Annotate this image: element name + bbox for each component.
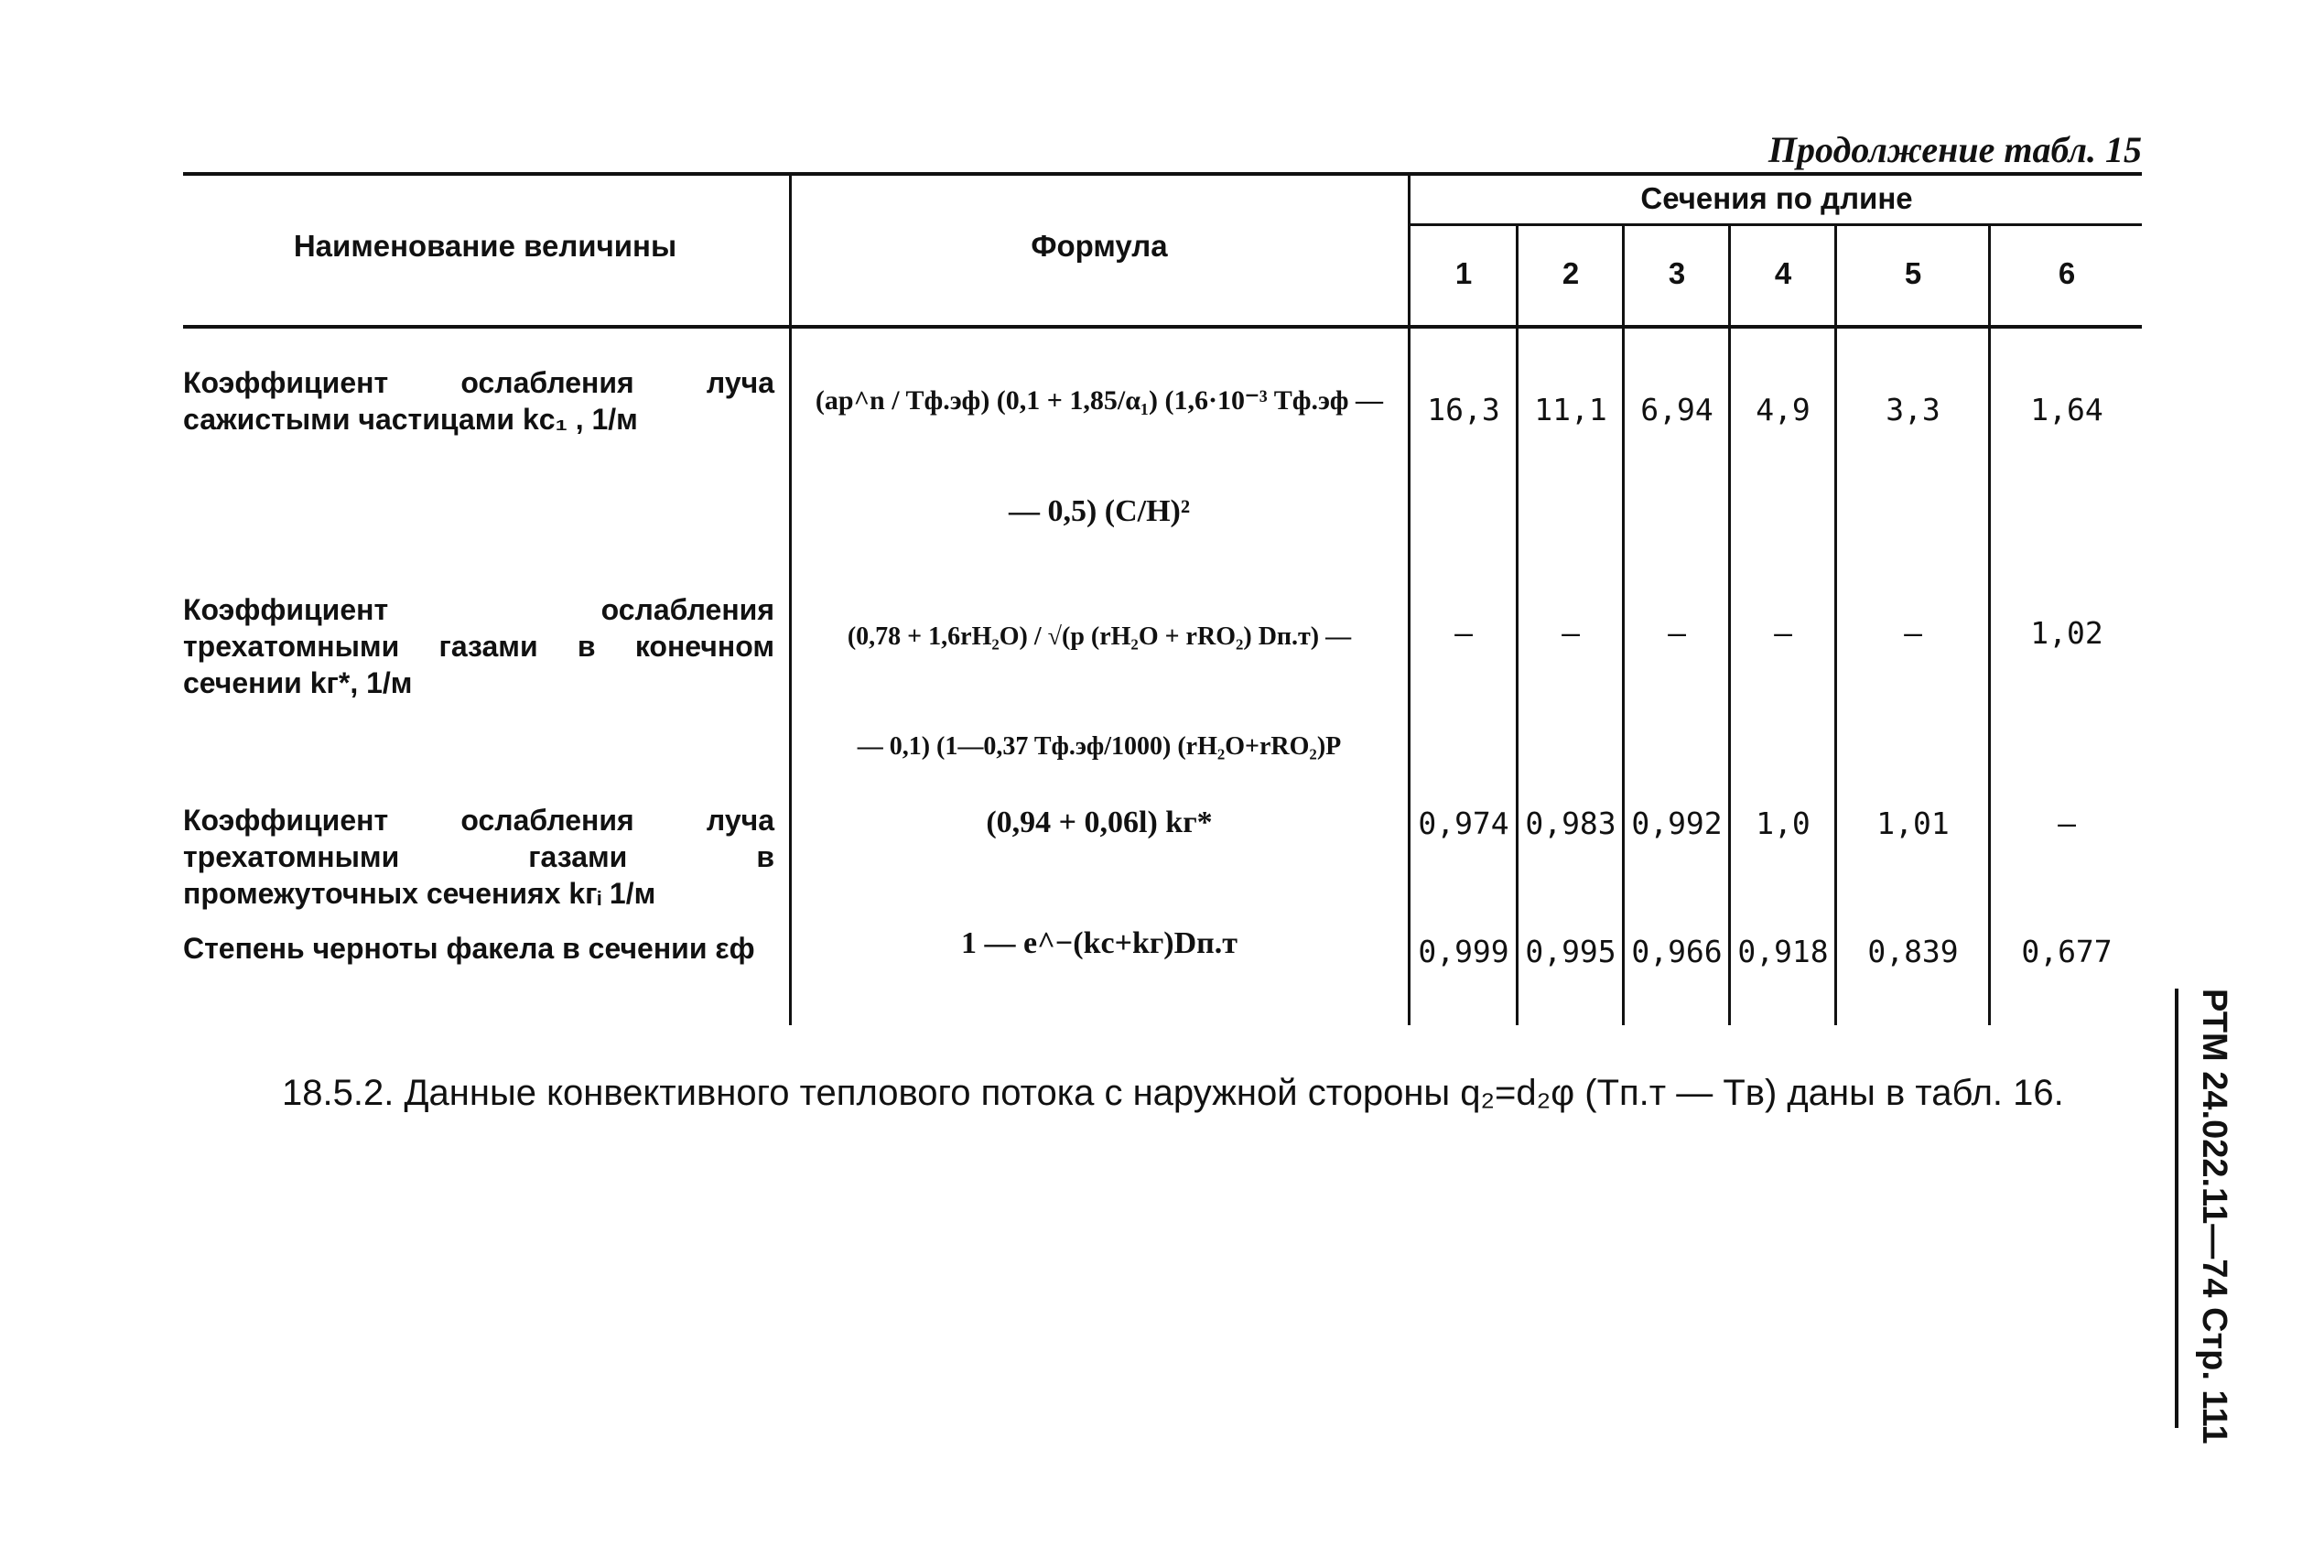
side-page-label-text: РТМ 24.022.11—74 Стр. 111 (2175, 989, 2233, 1428)
row-2-formula-line2: — 0,1) (1—0,37 Tф.эф/1000) (rH₂O+rRO₂)P (857, 732, 1342, 761)
row-2-value-5: — (1904, 615, 1922, 651)
col-divider-4 (1834, 225, 1837, 1025)
row-3-value-3: 0,992 (1631, 806, 1723, 841)
row-3-name: Коэффициент ослабления луча трехатомными газами в промежуточных сечениях kгᵢ 1/м (183, 804, 774, 910)
row-4-value-2: 0,995 (1525, 934, 1616, 969)
side-page-label (2169, 989, 2261, 1444)
row-1-value-5: 3,3 (1886, 392, 1940, 427)
table-caption: Продолжение табл. 15 (1767, 129, 2142, 170)
col-divider-3 (1728, 225, 1731, 1025)
row-4-value-3: 0,966 (1631, 934, 1723, 969)
header-section-1: 1 (1454, 256, 1473, 290)
row-2-value-3: — (1668, 615, 1686, 651)
sections-subheader-rule (1410, 223, 2142, 226)
header-section-3: 3 (1668, 256, 1686, 290)
row-1-formula-line2: — 0,5) (C/H)² (1008, 494, 1191, 528)
row-3-value-1: 0,974 (1418, 806, 1509, 841)
row-3-value-5: 1,01 (1876, 806, 1950, 841)
row-2-value-2: — (1562, 615, 1580, 651)
header-bottom-rule (183, 325, 2142, 329)
header-section-5: 5 (1904, 256, 1922, 290)
row-3-value-4: 1,0 (1756, 806, 1811, 841)
col-divider-2 (1622, 225, 1625, 1025)
body-paragraph: 18.5.2. Данные конвективного теплового потока с наружной стороны q₂=d₂φ (Tп.т — Tв) даны в табл. 16. (282, 1073, 2064, 1113)
row-2-value-6: 1,02 (2030, 615, 2103, 651)
row-1-value-6: 1,64 (2030, 392, 2103, 427)
table-top-rule (183, 172, 2142, 176)
row-2-name: Коэффициент ослабления трехатомными газами в конечном сечении kг*, 1/м (183, 593, 774, 699)
row-3-value-6: — (2058, 806, 2076, 841)
col-divider-name (789, 174, 792, 1025)
row-1-value-2: 11,1 (1534, 392, 1607, 427)
row-2-formula-line1: (0,78 + 1,6rH₂O) / √(p (rH₂O + rRO₂) Dп.т) — (847, 622, 1352, 651)
header-formula: Формула (1031, 229, 1168, 263)
row-1-formula-line1: (ap^n / Tф.эф) (0,1 + 1,85/α₁) (1,6·10⁻³ Tф.эф — (815, 385, 1384, 416)
col-divider-formula (1408, 174, 1411, 1025)
row-3-value-2: 0,983 (1525, 806, 1616, 841)
header-section-6: 6 (2058, 256, 2076, 290)
col-divider-1 (1516, 225, 1519, 1025)
col-divider-5 (1988, 225, 1991, 1025)
row-4-value-1: 0,999 (1418, 934, 1509, 969)
row-2-value-1: — (1454, 615, 1473, 651)
row-4-value-6: 0,677 (2021, 934, 2113, 969)
header-name: Наименование величины (293, 229, 677, 263)
row-1-value-4: 4,9 (1756, 392, 1811, 427)
row-2-value-4: — (1774, 615, 1792, 651)
row-4-name: Степень черноты факела в сечении εф (183, 932, 755, 965)
header-section-4: 4 (1774, 256, 1792, 290)
row-3-formula-line1: (0,94 + 0,06l) kг* (986, 806, 1213, 839)
row-1-name: Коэффициент ослабления луча сажистыми частицами kс₁ , 1/м (183, 366, 774, 436)
row-4-value-4: 0,918 (1737, 934, 1829, 969)
row-1-value-1: 16,3 (1427, 392, 1500, 427)
row-4-formula-line1: 1 — e^−(kс+kг)Dп.т (961, 926, 1238, 960)
header-sections-title: Сечения по длине (1640, 181, 1913, 215)
row-4-value-5: 0,839 (1867, 934, 1959, 969)
header-section-2: 2 (1562, 256, 1580, 290)
row-1-value-3: 6,94 (1640, 392, 1713, 427)
